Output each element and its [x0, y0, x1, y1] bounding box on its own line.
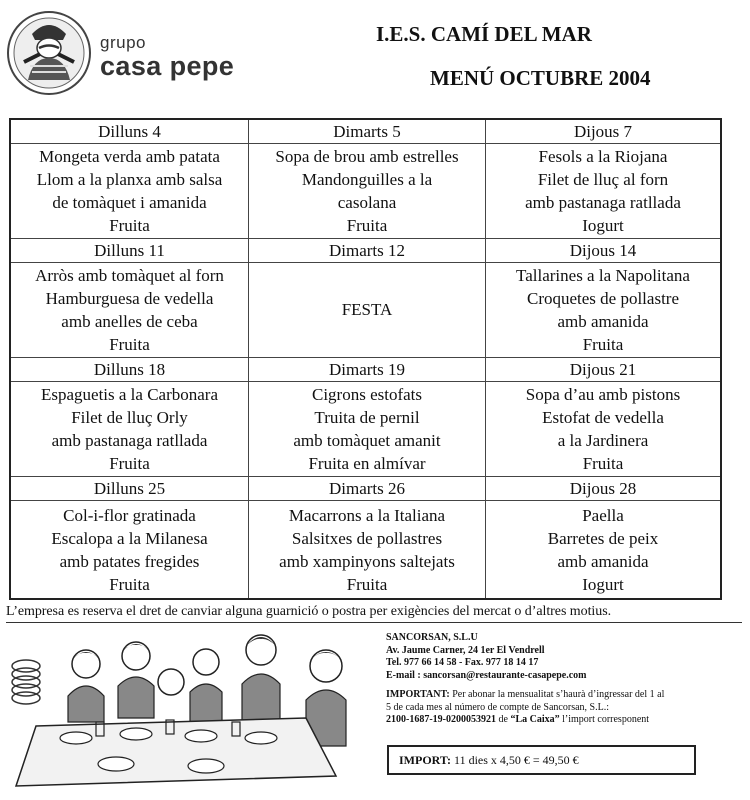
dish-line: Fruita [582, 335, 624, 354]
company-email: E-mail : sancorsan@restaurante-casapepe.com [386, 669, 587, 681]
dish-line: Sopa d’au amb pistons [525, 385, 681, 404]
menu-title: MENÚ OCTUBRE 2004 [430, 66, 651, 90]
day-label: Dijous 21 [569, 359, 637, 379]
day-menu [249, 501, 486, 598]
day-menu [249, 382, 486, 477]
day-menu [249, 263, 486, 358]
import-box [387, 745, 696, 775]
company-phone: Tel. 977 66 14 58 - Fax. 977 18 14 17 [386, 657, 539, 668]
important-note-line2: 5 de cada mes al número de compte de Sancorsan, S.L.: [386, 701, 609, 713]
dish-line: Fruita [109, 216, 150, 235]
day-label: Dilluns 11 [94, 240, 165, 260]
company-name: SANCORSAN, S.L.U [386, 632, 478, 643]
dish-line: amb anelles de ceba [61, 312, 198, 331]
day-header [11, 358, 249, 382]
dish-line: amb xampinyons saltejats [279, 551, 455, 571]
menu-notice: L’empresa es reserva el dret de canviar alguna guarnició o postra per exigències del mercat o d’altres motius. [6, 604, 612, 619]
dish-line: amb patates fregides [59, 551, 200, 571]
brand-grupo: grupo [100, 33, 146, 52]
day-menu [11, 501, 249, 598]
day-header [486, 239, 720, 263]
day-menu [486, 144, 720, 239]
day-menu [486, 382, 720, 477]
dish-line: de tomàquet i amanida [52, 193, 207, 212]
brand-wordmark [100, 34, 234, 80]
day-label: Dimarts 12 [328, 240, 406, 260]
day-header [486, 120, 720, 144]
day-menu [249, 144, 486, 239]
dish-line: Arròs amb tomàquet al forn [35, 266, 224, 285]
dish-line: Paella [582, 505, 624, 525]
dining-room-illustration [6, 626, 370, 794]
dish-line: Escalopa a la Milanesa [51, 528, 208, 548]
day-label: Dimarts 5 [333, 121, 401, 141]
dish-line: Salsitxes de pollastres [291, 528, 443, 548]
dish-line: Estofat de vedella [542, 408, 664, 427]
dish-line: Fesols a la Riojana [538, 147, 668, 166]
dish-line: Barretes de peix [547, 528, 659, 548]
dish-line: Fruita [346, 216, 388, 235]
company-info [386, 632, 664, 727]
dish-line: Mandonguilles a la [301, 170, 433, 189]
dish-line: Fruita [109, 454, 150, 473]
day-label: Dijous 28 [569, 478, 637, 498]
day-menu [11, 144, 249, 239]
bank-account: 2100-1687-19-0200053921 de “La Caixa” l’import corresponent [386, 714, 650, 725]
dish-line: Truita de pernil [314, 408, 420, 427]
dish-line: Iogurt [582, 574, 624, 594]
dish-line: Fruita [346, 574, 388, 594]
dish-line: Iogurt [582, 216, 624, 235]
day-header [11, 120, 249, 144]
day-label: Dilluns 18 [93, 359, 166, 379]
day-header [249, 120, 486, 144]
important-note: IMPORTANT: Per abonar la mensualitat s’haurà d’ingressar del 1 al [386, 689, 665, 700]
dish-line: Fruita [109, 335, 150, 354]
day-header [11, 477, 249, 501]
dish-line: Sopa de brou amb estrelles [275, 147, 459, 166]
divider [6, 622, 742, 623]
day-header [486, 477, 720, 501]
menu-table [9, 118, 722, 600]
dish-line: amb tomàquet amanit [293, 431, 441, 450]
school-name: I.E.S. CAMÍ DEL MAR [376, 22, 592, 46]
dish-line: Fruita en almívar [308, 454, 426, 473]
dish-line: Fruita [109, 574, 150, 594]
day-menu [11, 263, 249, 358]
dish-line: Macarrons a la Italiana [288, 505, 446, 525]
day-header [249, 239, 486, 263]
brand-name: casa pepe [100, 51, 235, 81]
day-header [249, 358, 486, 382]
day-label: Dilluns 25 [93, 478, 166, 498]
company-address: Av. Jaume Carner, 24 1er El Vendrell [386, 644, 545, 656]
dish-line: Hamburguesa de vedella [45, 289, 214, 308]
dish-line: Fruita [582, 454, 624, 473]
dish-line: amb pastanaga ratllada [51, 431, 208, 450]
dish-line: Mongeta verda amb patata [39, 147, 220, 166]
dish-line: Filet de lluç Orly [71, 408, 188, 427]
dish-line: Tallarines a la Napolitana [516, 266, 690, 285]
day-label: Dilluns 4 [98, 121, 161, 141]
dish-line: Croquetes de pollastre [526, 289, 679, 308]
dish-line: Filet de lluç al forn [537, 170, 669, 189]
dish-line: amb amanida [557, 551, 649, 571]
day-label: Dimarts 19 [328, 359, 406, 379]
casa-pepe-logo [6, 10, 92, 96]
import-value: 11 dies x 4,50 € = 49,50 € [451, 753, 579, 767]
dish-line: amb pastanaga ratllada [525, 193, 681, 212]
dish-line: Espaguetis a la Carbonara [40, 385, 218, 404]
dish-line: a la Jardinera [557, 431, 649, 450]
dish-line: Col-i-flor gratinada [63, 505, 196, 525]
dish-line: Cigrons estofats [311, 385, 423, 404]
day-header [11, 239, 249, 263]
dish-line: Llom a la planxa amb salsa [36, 170, 223, 189]
day-header [486, 358, 720, 382]
holiday-label: FESTA [341, 300, 393, 319]
day-menu [486, 263, 720, 358]
dish-line: amb amanida [557, 312, 649, 331]
import-label: IMPORT: [399, 753, 452, 767]
day-label: Dimarts 26 [328, 478, 406, 498]
day-menu [486, 501, 720, 598]
dish-line: casolana [337, 193, 397, 212]
day-menu [11, 382, 249, 477]
day-header [249, 477, 486, 501]
day-label: Dijous 14 [569, 240, 637, 260]
day-label: Dijous 7 [573, 121, 633, 141]
